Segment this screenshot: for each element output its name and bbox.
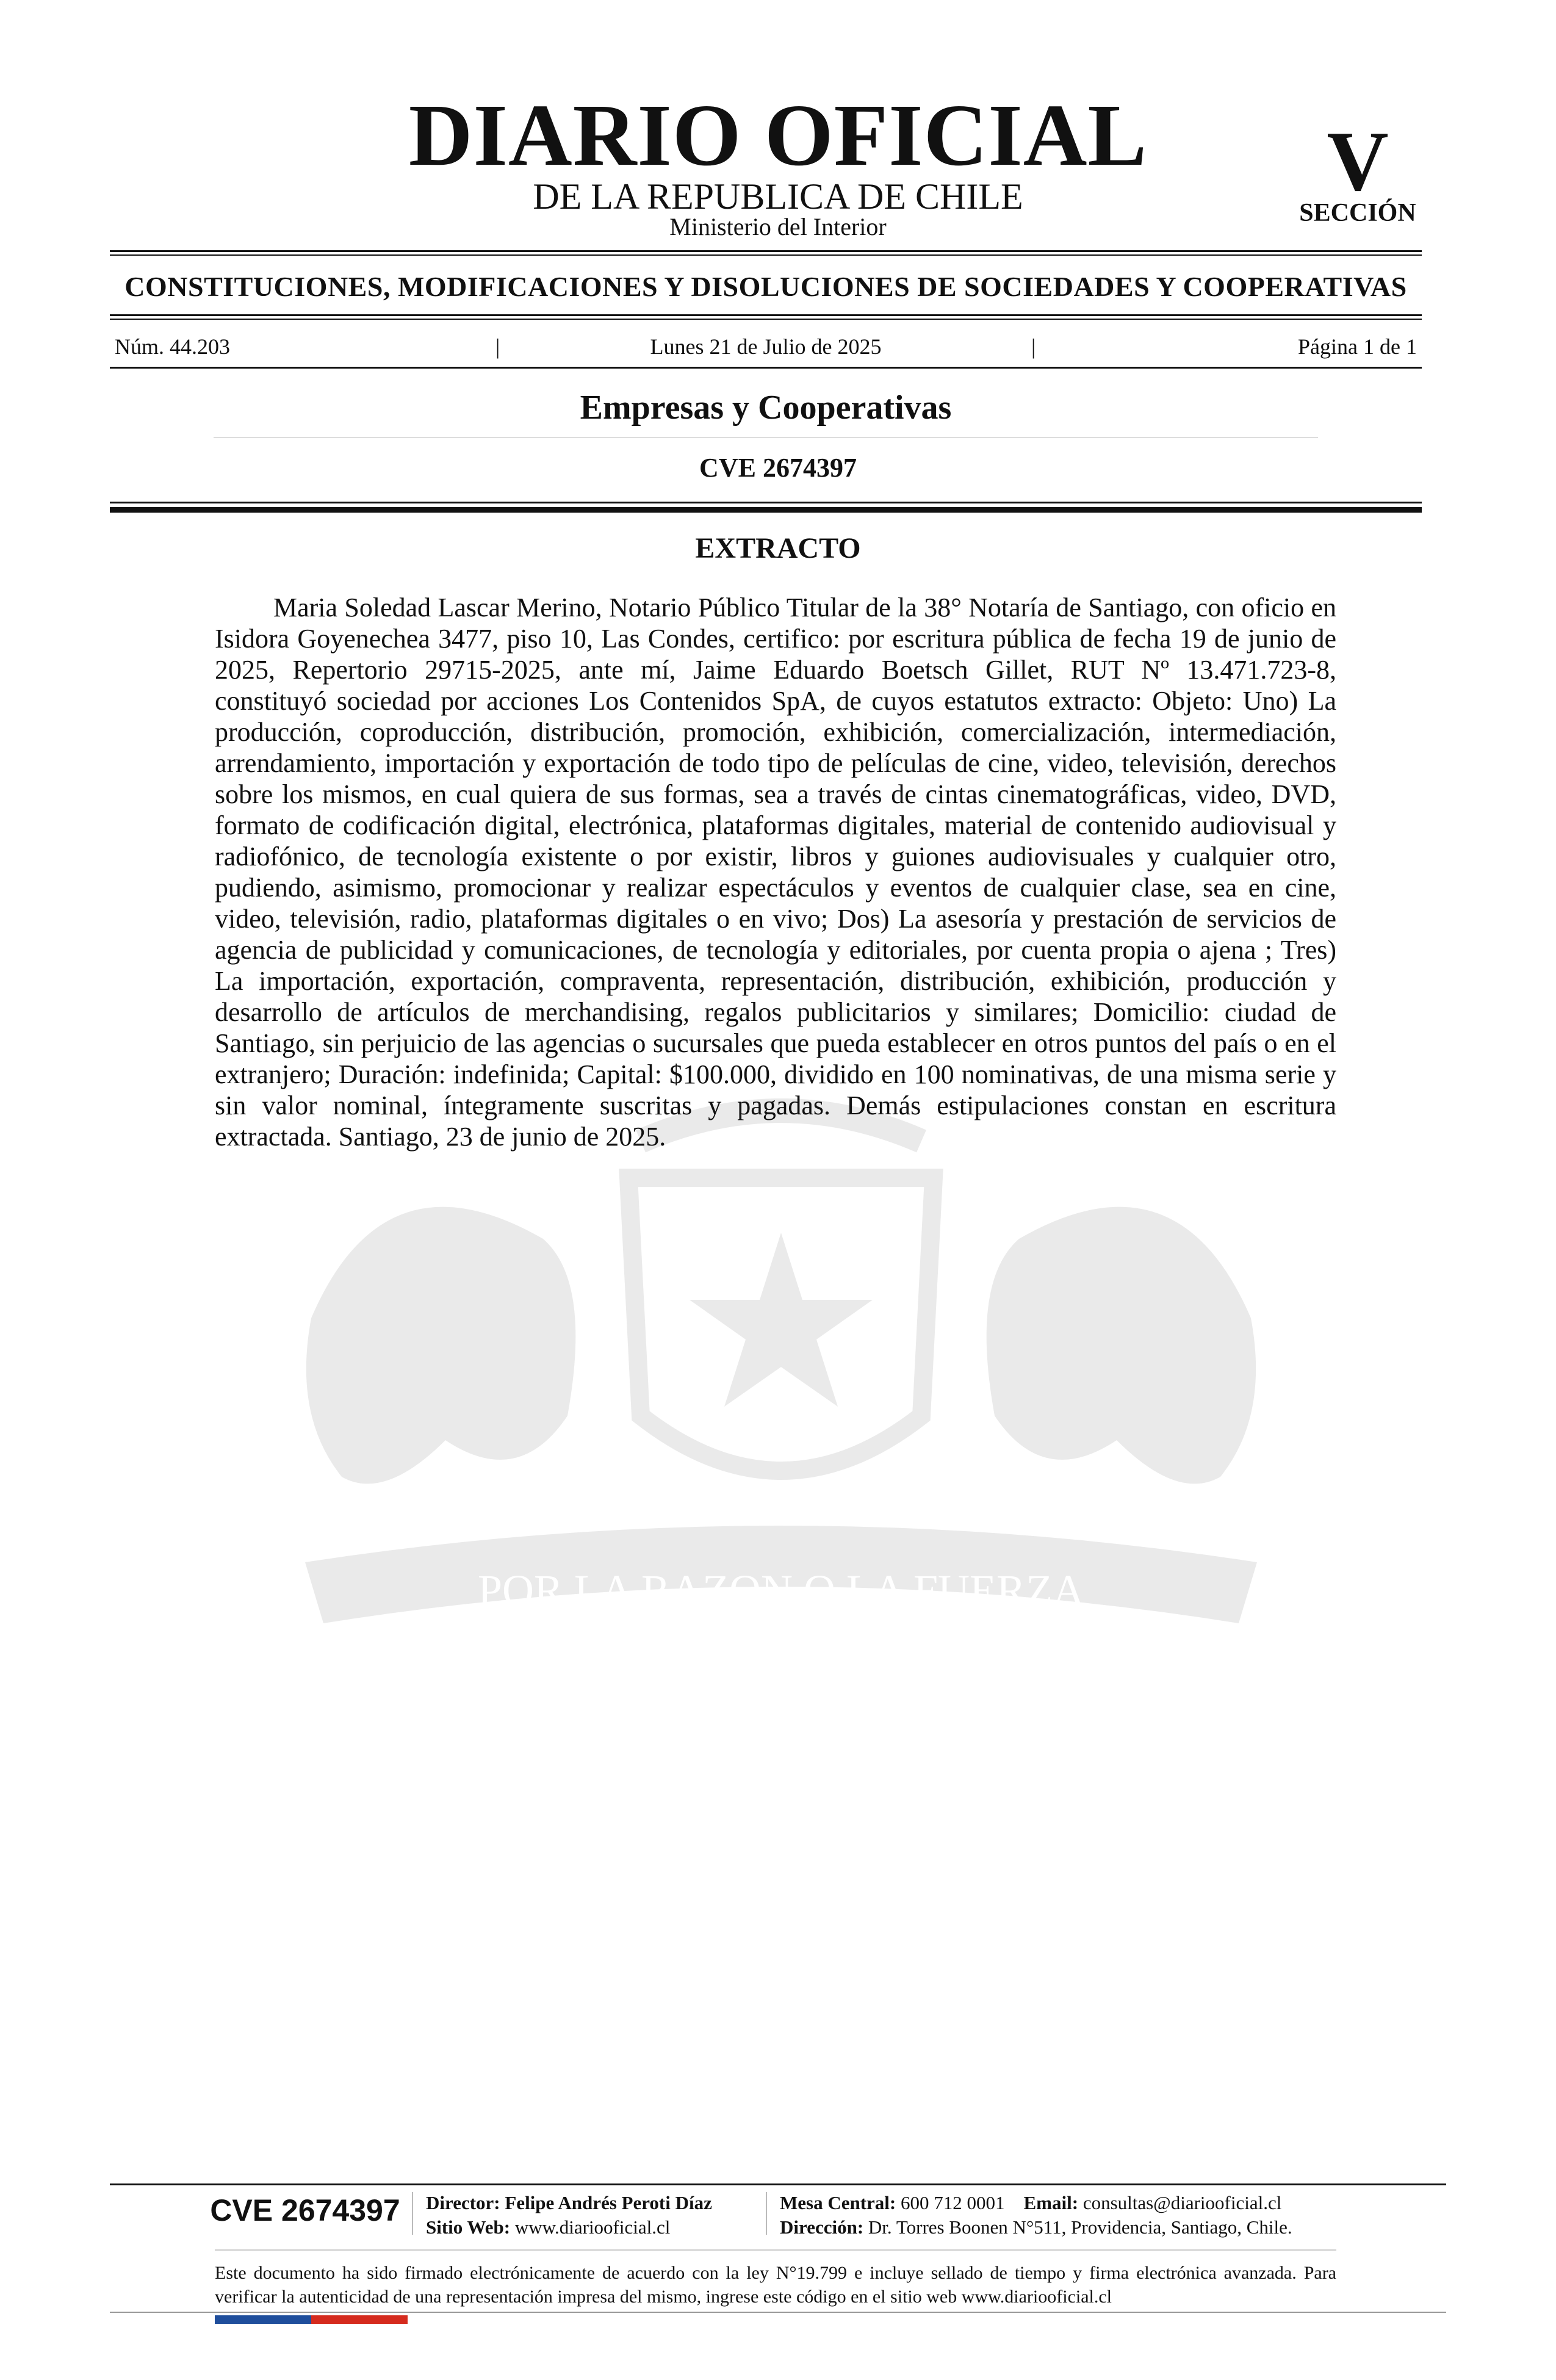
subject-heading: Empresas y Cooperativas: [580, 389, 952, 427]
section-category: CONSTITUCIONES, MODIFICACIONES Y DISOLUCIONES DE SOCIEDADES Y COOPERATIVAS: [124, 271, 1407, 302]
infobar-rule: [110, 367, 1422, 369]
website-link[interactable]: www.diariooficial.cl: [514, 2216, 671, 2238]
footer-divider: [766, 2192, 767, 2235]
flag-stripe-blue: [215, 2315, 311, 2324]
director-label: Director:: [426, 2192, 500, 2213]
phone-number: 600 712 0001: [901, 2192, 1005, 2213]
signature-note: Este documento ha sido firmado electrónicamente de acuerdo con la ley N°19.799 e incluye sellado de tiempo y firma electrónica avanzada. Para verificar la autenticidad de una representación impresa del mismo, ingrese este código en el sitio web www.diariooficial.cl: [215, 2263, 1336, 2307]
extract-heading: EXTRACTO: [695, 532, 861, 564]
ministry-label: Ministerio del Interior: [669, 213, 887, 240]
footer-divider: [412, 2192, 413, 2235]
subject-underline: [214, 437, 1318, 438]
top-rule-thin-2: [110, 254, 1422, 256]
phone-label: Mesa Central:: [780, 2192, 896, 2213]
email-link[interactable]: consultas@diariooficial.cl: [1082, 2192, 1282, 2213]
email-label: Email:: [1023, 2192, 1079, 2213]
section-label: SECCIÓN: [1299, 199, 1416, 227]
issue-info-bar: [110, 333, 1422, 360]
issue-number: Núm. 44.203: [115, 334, 230, 359]
section-letter: V: [1327, 114, 1389, 209]
svg-text:POR LA RAZON O LA FUERZA: POR LA RAZON O LA FUERZA: [477, 1566, 1085, 1615]
footer-rule-bottom: [110, 2312, 1446, 2313]
coat-of-arms-icon: [201, 1098, 1361, 1709]
top-rule-thin: [110, 250, 1422, 252]
cve-rule-thick: [110, 507, 1422, 513]
footer-director-block: [426, 2191, 712, 2240]
footer-rule-top: [110, 2183, 1446, 2185]
page-count: Página 1 de 1: [1298, 334, 1417, 359]
newspaper-title: DIARIO OFICIAL: [408, 87, 1148, 184]
footer-contact-block: [780, 2191, 1292, 2240]
flag-stripe-red: [311, 2315, 408, 2324]
cve-code: CVE 2674397: [699, 453, 857, 483]
director-name: Felipe Andrés Peroti Díaz: [505, 2192, 712, 2213]
category-rule-2: [110, 319, 1422, 320]
footer-note-rule: [215, 2249, 1336, 2251]
cve-rule-thin: [110, 502, 1422, 503]
newspaper-subtitle: DE LA REPUBLICA DE CHILE: [533, 176, 1023, 217]
address-text: Dr. Torres Boonen N°511, Providencia, Santiago, Chile.: [868, 2216, 1292, 2238]
address-label: Dirección:: [780, 2216, 864, 2238]
issue-date: Lunes 21 de Julio de 2025: [650, 334, 882, 359]
footer-cve-code: CVE 2674397: [210, 2193, 400, 2227]
extract-body: Maria Soledad Lascar Merino, Notario Público Titular de la 38° Notaría de Santiago, con oficio en Isidora Goyenechea 3477, piso 10, Las Condes, certifico: por escritura pública de fecha 19 de junio de 2025, Repertorio 29715-2025, ante mí, Jaime Eduardo Boetsch Gillet, RUT Nº 13.471.723-8, constituyó sociedad por acciones Los Contenidos SpA, de cuyos estatutos extracto: Objeto: Uno) La producción, coproducción, distribución, promoción, exhibición, comercialización, intermediación, arrendamiento, importación y exportación de todo tipo de películas de cine, video, televisión, derechos sobre los mismos, en cual quiera de sus formas, sea a través de cintas cinematográficas, video, DVD, formato de codificación digital, electrónica, plataformas digitales, material de contenido audiovisual y radiofónico, de tecnología existente o por existir, libros y guiones audiovisuales y cualquier otro, pudiendo, asimismo, promocionar y realizar espectáculos y eventos de cualquier clase, sea en cine, video, televisión, radio, plataformas digitales o en vivo; Dos) La asesoría y prestación de servicios de agencia de publicidad y comunicaciones, de tecnología y editoriales, por cuenta propia o ajena ; Tres) La importación, exportación, compraventa, representación, distribución, exhibición, producción y desarrollo de artículos de merchandising, regalos publicitarios y similares; Domicilio: ciudad de Santiago, sin perjuicio de las agencias o sucursales que pueda establecer en otros puntos del país o en el extranjero; Duración: indefinida; Capital: $100.000, dividido en 100 nominativas, de una misma serie y sin valor nominal, íntegramente suscritas y pagadas. Demás estipulaciones constan en escritura extractada. Santiago, 23 de junio de 2025.: [215, 593, 1336, 1152]
category-rule-1: [110, 314, 1422, 316]
info-separator: |: [495, 334, 500, 359]
info-separator: |: [1031, 334, 1036, 359]
website-label: Sitio Web:: [426, 2216, 511, 2238]
